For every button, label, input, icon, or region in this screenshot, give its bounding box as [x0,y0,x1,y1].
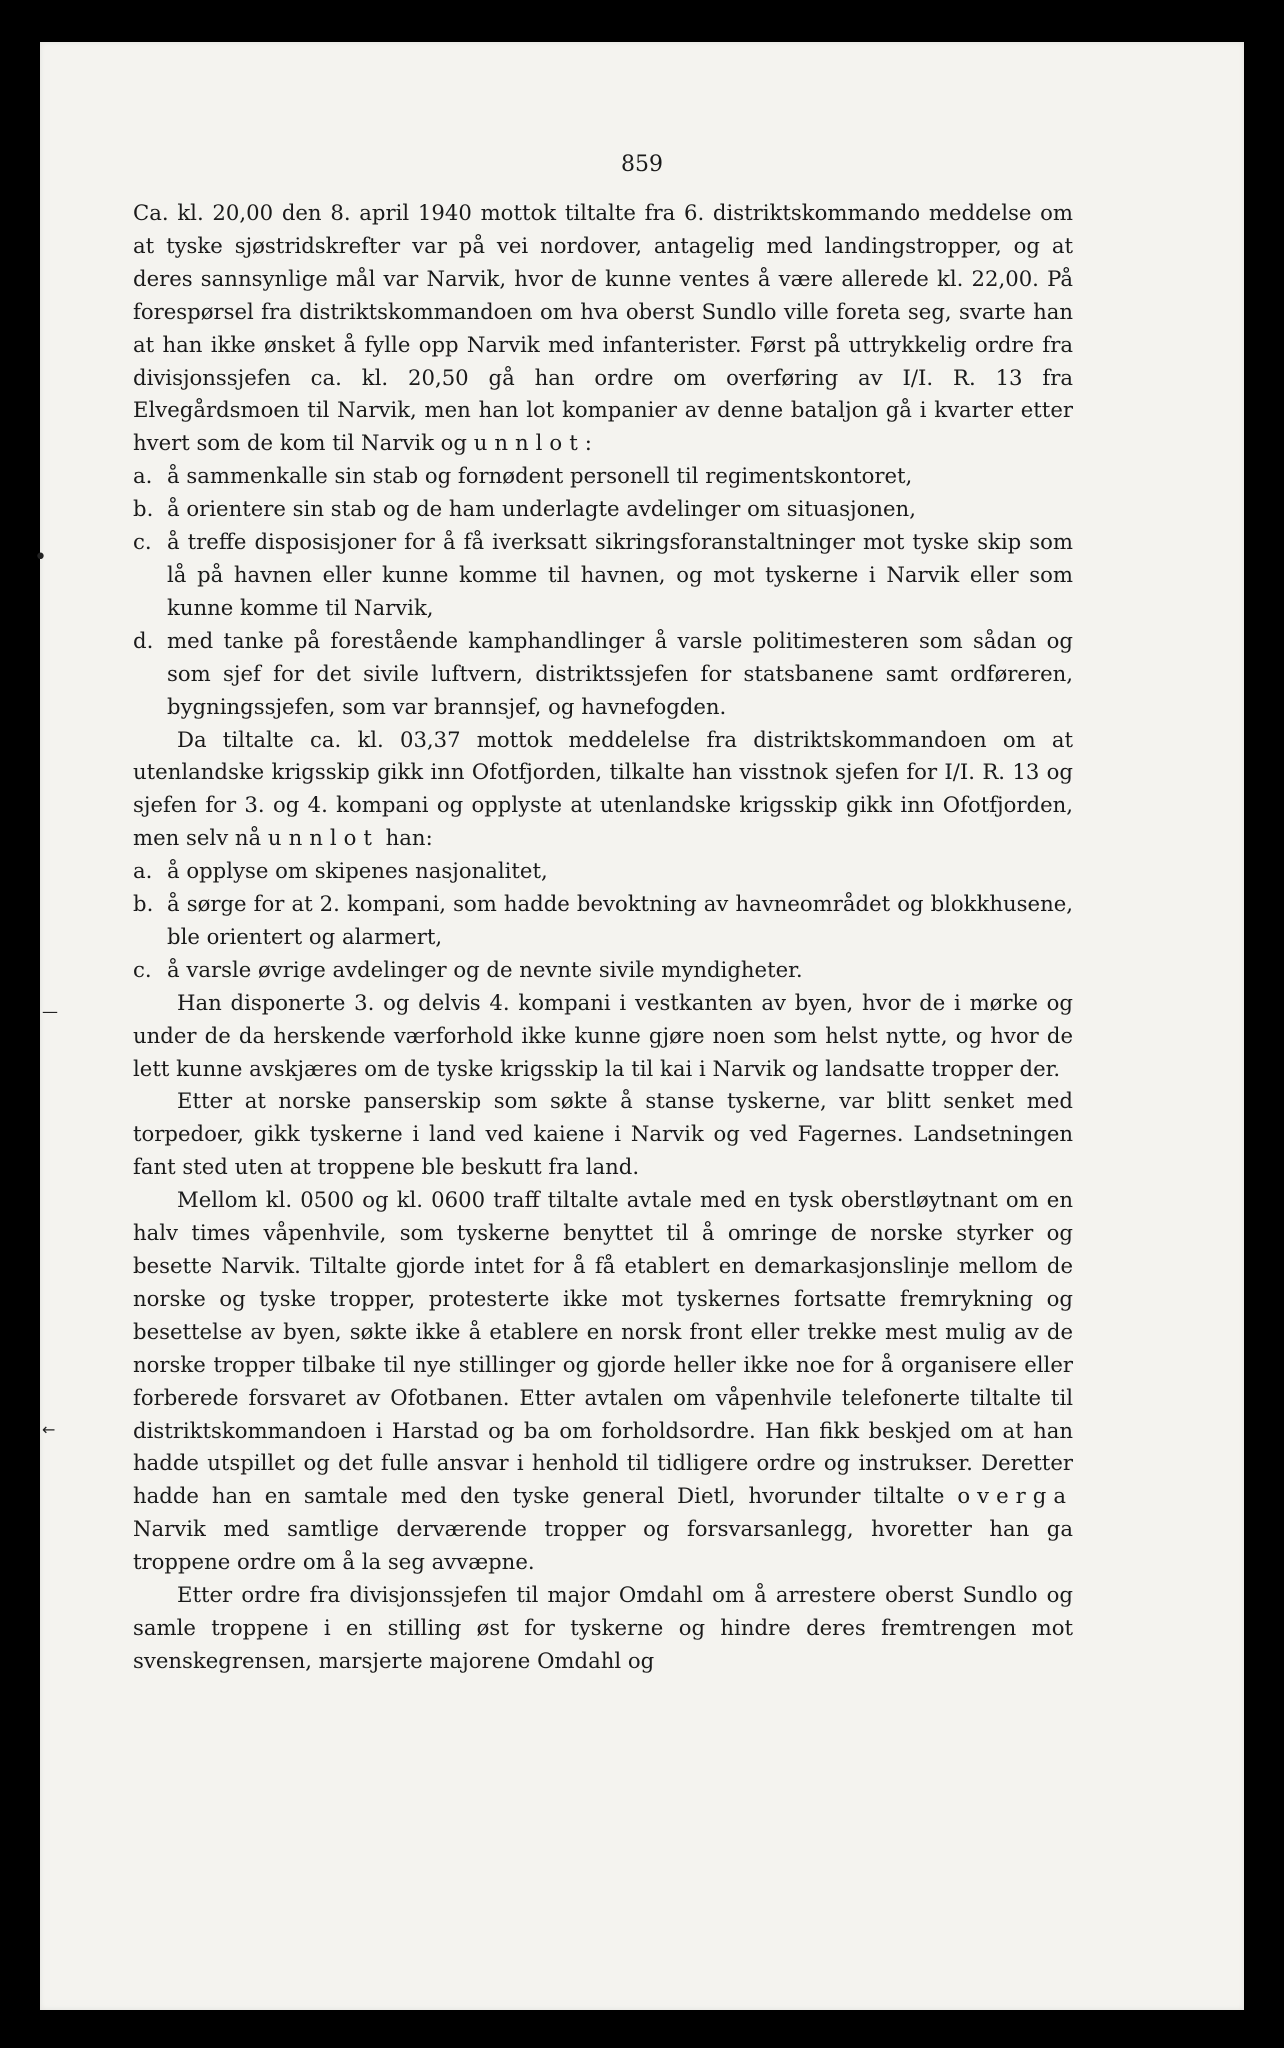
list-text: å sørge for at 2. kompani, som hadde bevoktning av havneområdet og blokkhusene, ble orientert og alarmert, [167,891,1073,949]
list [133,855,1073,987]
list-text: å sammenkalle sin stab og fornødent personell til regimentskontoret, [167,463,913,489]
list-label: b. [133,496,154,522]
paragraph: Han disponerte 3. og delvis 4. kompani i vestkanten av byen, hvor de i mørke og under de da herskende værforhold ikke kunne gjøre noen som helst nytte, og hvor de lett kunne avskjæres om de tyske krigsskip la til kai i Narvik og landsatte tropper der. [133,989,1073,1081]
list-label: c. [133,529,152,555]
spaced-word: unnlot [473,430,585,456]
list-text: å orientere sin stab og de ham underlagte avdelinger om situasjonen, [167,496,916,522]
document-page [34,42,1244,2010]
margin-mark: — [42,1002,58,1021]
spaced-word: overga [957,1483,1073,1509]
paragraph-text: Da tiltalte ca. kl. 03,37 mottok meddelelse fra distriktskommandoen om at utenlandske krigsskip gikk inn Ofotfjorden, tilkalte han visstnok sjefen for I/I. R. 13 og sjefen for 3. og 4. kompani og opplyste at utenlandske krigsskip gikk inn Ofotfjorden, men selv nå [133,726,1073,851]
list-item [133,855,1073,888]
body-text [133,197,1073,1678]
list-text: å opplyse om skipenes nasjonalitet, [167,858,548,884]
list-text: å treffe disposisjoner for å få iverksatt sikringsforanstaltninger mot tyske skip som lå på havnen eller kunne komme til havnen, og mot tyskerne i Narvik eller som kunne komme til Narvik, [167,529,1073,620]
paragraph [133,724,1073,856]
list-label: b. [133,891,154,917]
list-item [133,888,1073,954]
spaced-word: unnlot [267,825,379,851]
paragraph-text: Mellom kl. 0500 og kl. 0600 traff tiltalte avtale med en tysk oberstløytnant om en halv times våpenhvile, som tyskerne benyttet til å omringe de norske styrker og besette Narvik. Tiltalte gjorde intet for å få etablert en demarkasjonslinje mellom de norske og tyske tropper, protesterte ikke mot tyskernes fortsatte fremrykning og besettelse av byen, søkte ikke å etablere en norsk front eller trekke mest mulig av de norske tropper tilbake til nye stillinger og gjorde heller ikke noe for å organisere eller forberede forsvaret av Ofotbanen. Etter avtalen om våpenhvile telefonerte tiltalte til distriktskommandoen i Harstad og ba om forholdsordre. Han fikk beskjed om at han hadde utspillet og det fulle ansvar i henhold til tidligere ordre og instrukser. Deretter hadde han en samtale med den tyske general Dietl, hvorunder tiltalte [133,1187,1073,1509]
list-item [133,954,1073,987]
paragraph: Etter at norske panserskip som søkte å stanse tyskerne, var blitt senket med torpedoer, gikk tyskerne i land ved kaiene i Narvik og ved Fagernes. Landsetningen fant sted uten at troppene ble beskutt fra land. [133,1088,1073,1180]
list-item [133,526,1073,625]
paragraph [133,197,1073,460]
list-label: a. [133,463,153,489]
page-number: 859 [621,152,663,177]
list [133,460,1073,723]
list-label: a. [133,858,153,884]
paragraph-text: han: [378,825,433,851]
list-item [133,493,1073,526]
margin-mark: ← [42,1420,56,1439]
paragraph-text: Narvik med samtlige derværende tropper og forsvarsanlegg, hvoretter han ga troppene ordre om å la seg avvæpne. [133,1516,1073,1575]
paragraph-text: Ca. kl. 20,00 den 8. april 1940 mottok tiltalte fra 6. distriktskommando meddelse om at tyske sjøstridskrefter var på vei nordover, antagelig med landingstropper, og at deres sannsynlige mål var Narvik, hvor de kunne ventes å være allerede kl. 22,00. På forespørsel fra distriktskommandoen om hva oberst Sundlo ville foreta seg, svarte han at han ikke ønsket å fylle opp Narvik med infanterister. Først på uttrykkelig ordre fra divisjonssjefen ca. kl. 20,50 gå han ordre om overføring av I/I. R. 13 fra Elvegårdsmoen til Narvik, men han lot kompanier av denne bataljon gå i kvarter etter hvert som de kom til Narvik og [133,200,1073,456]
list-label: c. [133,956,152,982]
paragraph-text: : [584,430,592,456]
list-item [133,460,1073,493]
list-item [133,625,1073,724]
paragraph [133,1184,1073,1579]
paragraph: Etter ordre fra divisjonssjefen til major Omdahl om å arrestere oberst Sundlo og samle troppene i en stilling øst for tyskerne og hindre deres fremtrengen mot svenskegrensen, marsjerte majorene Omdahl og [133,1582,1073,1673]
list-text: å varsle øvrige avdelinger og de nevnte sivile myndigheter. [167,956,803,982]
margin-mark: • [34,545,47,570]
list-label: d. [133,627,154,653]
list-text: med tanke på forestående kamphandlinger å varsle politimesteren som sådan og som sjef for det sivile luftvern, distriktssjefen for statsbanene samt ordføreren, bygningssjefen, som var brannsjef, og havnefogden. [167,627,1073,719]
